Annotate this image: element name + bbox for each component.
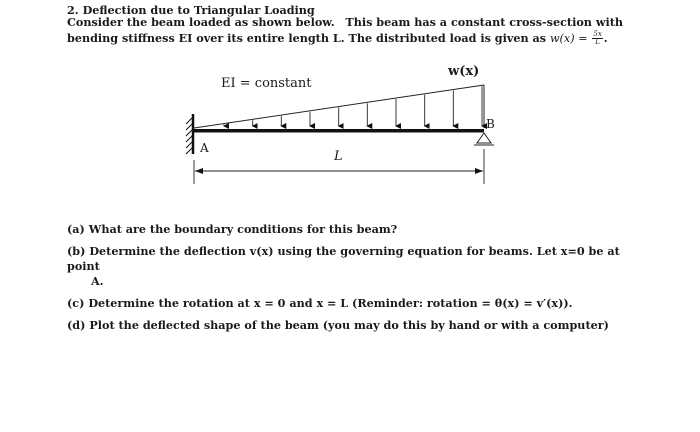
- question-b-id: (b): [67, 244, 86, 258]
- question-c: [67, 296, 632, 311]
- question-b: [67, 244, 632, 289]
- intro-line-2-end: .: [603, 30, 608, 45]
- question-a-id: (a): [67, 222, 85, 236]
- question-list: [67, 222, 632, 340]
- question-a-text: What are the boundary conditions for this beam?: [88, 222, 398, 236]
- intro-line-2-text: bending stiffness EI over its entire length L. The distributed load is given as: [67, 30, 547, 45]
- load-arrows: [224, 86, 482, 126]
- question-c-id: (c): [67, 296, 85, 310]
- triangular-load: [194, 85, 484, 128]
- question-b-text: Determine the deflection v(x) using the governing equation for beams. Let x=0 be at point: [67, 244, 620, 273]
- problem-heading: 2. Deflection due to Triangular Loading: [67, 3, 315, 17]
- pin-support-b: [474, 133, 494, 145]
- question-a: [67, 222, 632, 237]
- intro-line-1-part-a: Consider the beam loaded as shown below.: [67, 15, 335, 29]
- fixed-support-a: [186, 114, 193, 154]
- ei-constant-label: EI = constant: [221, 76, 312, 91]
- question-b-continuation: A.: [91, 274, 104, 288]
- question-d: [67, 318, 632, 333]
- load-expression: w(x) =: [549, 31, 588, 45]
- support-b-label: B: [486, 117, 495, 131]
- load-w-label: w(x): [448, 64, 480, 79]
- beam: [193, 129, 484, 133]
- load-fraction-denominator: L: [595, 38, 600, 46]
- support-a-label: A: [200, 141, 209, 155]
- question-c-text: Determine the rotation at x = 0 and x = L (Reminder: rotation = θ(x) = v′(x)).: [88, 296, 573, 310]
- question-d-text: Plot the deflected shape of the beam (you may do this by hand or with a computer): [89, 318, 609, 332]
- load-fraction-numerator: 5x: [593, 30, 602, 38]
- length-label: L: [334, 149, 343, 164]
- question-d-id: (d): [67, 318, 86, 332]
- intro-line-1-part-b: This beam has a constant cross-section with: [345, 15, 623, 29]
